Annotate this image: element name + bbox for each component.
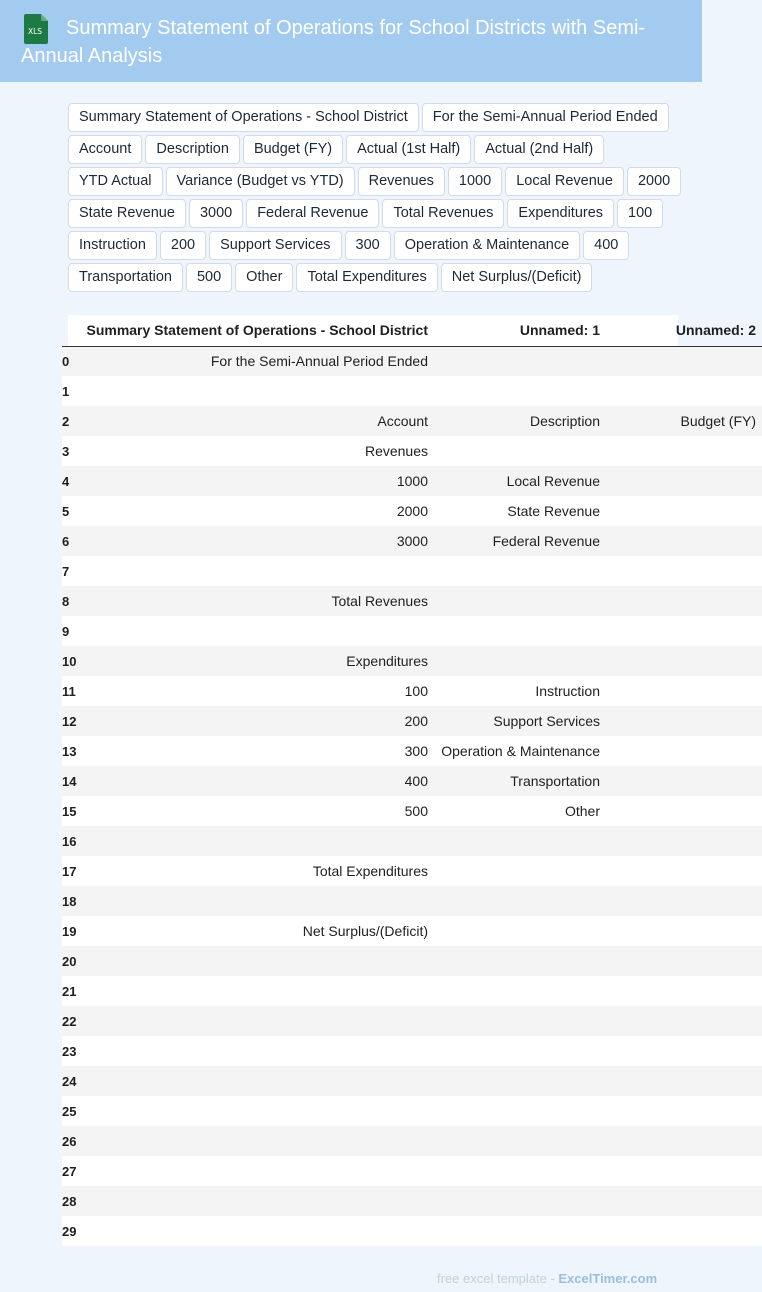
table-cell: Budget (FY) (680, 413, 756, 429)
page-header (0, 0, 702, 82)
keyword-tag[interactable]: Budget (FY) (243, 135, 343, 164)
row-index: 4 (62, 473, 70, 489)
keyword-tag[interactable]: Expenditures (507, 199, 614, 228)
table-cell (434, 1036, 606, 1066)
table-cell (434, 586, 606, 616)
table-header-row (62, 315, 762, 346)
table-cell: Support Services (493, 713, 600, 729)
table-cell (606, 1216, 762, 1246)
row-index: 2 (62, 413, 70, 429)
footer-credit (437, 1271, 657, 1286)
table-cell (434, 1006, 606, 1036)
table-row (62, 766, 762, 796)
table-cell: Account (377, 413, 428, 429)
keyword-tag[interactable]: For the Semi-Annual Period Ended (422, 103, 669, 132)
row-index: 21 (62, 983, 77, 999)
row-index: 15 (62, 803, 77, 819)
keyword-tag[interactable]: 100 (617, 199, 663, 228)
table-row (62, 826, 762, 856)
table-cell (606, 646, 762, 676)
table-row (62, 1066, 762, 1096)
table-cell (434, 616, 606, 646)
table-row (62, 496, 762, 526)
table-cell: 400 (404, 773, 428, 789)
keyword-tag[interactable]: 1000 (448, 167, 502, 196)
table-cell (606, 856, 762, 886)
table-cell (434, 346, 606, 376)
table-cell: Transportation (510, 773, 600, 789)
table-row (62, 1096, 762, 1126)
row-index: 26 (62, 1133, 77, 1149)
table-cell (434, 946, 606, 976)
row-index: 28 (62, 1193, 77, 1209)
table-cell (606, 1186, 762, 1216)
table-row (62, 1156, 762, 1186)
table-row (62, 1216, 762, 1246)
table-cell (434, 886, 606, 916)
row-index: 14 (62, 773, 77, 789)
row-index: 12 (62, 713, 77, 729)
table-cell (434, 1216, 606, 1246)
table-cell (606, 766, 762, 796)
table-cell (606, 1096, 762, 1126)
row-index: 23 (62, 1043, 77, 1059)
row-index: 22 (62, 1013, 77, 1029)
row-index: 17 (62, 863, 77, 879)
table-cell: 300 (404, 743, 428, 759)
table-cell (74, 1156, 434, 1186)
table-cell: 1000 (396, 473, 428, 489)
table-cell (606, 526, 762, 556)
table-row (62, 1006, 762, 1036)
keyword-tags (68, 103, 688, 292)
table-cell (606, 346, 762, 376)
table-row (62, 376, 762, 406)
table-cell: Net Surplus/(Deficit) (302, 923, 428, 939)
table-row (62, 1126, 762, 1156)
row-index: 0 (62, 353, 70, 369)
row-index: 5 (62, 503, 70, 519)
keyword-tag[interactable]: Net Surplus/(Deficit) (441, 263, 593, 292)
keyword-tag[interactable]: Account (68, 135, 142, 164)
row-index: 7 (62, 563, 70, 579)
table-cell (434, 1126, 606, 1156)
table-cell: 2000 (396, 503, 428, 519)
row-index: 1 (62, 383, 70, 399)
table-cell: Instruction (535, 683, 600, 699)
table-cell (606, 436, 762, 466)
table-row (62, 736, 762, 766)
table-cell (434, 856, 606, 886)
table-cell: Operation & Maintenance (441, 743, 600, 759)
table-cell (606, 1036, 762, 1066)
table-cell (74, 946, 434, 976)
keyword-tag[interactable]: 400 (583, 231, 629, 260)
table-cell: For the Semi-Annual Period Ended (210, 353, 428, 370)
row-index: 6 (62, 533, 70, 549)
table-cell (74, 616, 434, 646)
footer-prefix: free excel template - (437, 1271, 559, 1286)
table-row (62, 526, 762, 556)
table-cell (74, 556, 434, 586)
table-cell: Total Expenditures (312, 863, 428, 879)
table-cell: Federal Revenue (492, 533, 600, 549)
keyword-tag[interactable]: Operation & Maintenance (394, 231, 580, 260)
table-cell (434, 1096, 606, 1126)
table-cell (606, 946, 762, 976)
row-index: 16 (62, 833, 77, 849)
table-cell (74, 1036, 434, 1066)
table-cell (606, 1066, 762, 1096)
table-cell (606, 796, 762, 826)
keyword-tag[interactable]: Local Revenue (505, 167, 624, 196)
table-cell (606, 376, 762, 406)
keyword-tag[interactable]: 200 (160, 231, 206, 260)
table-cell (74, 826, 434, 856)
table-row (62, 706, 762, 736)
table-cell (74, 1216, 434, 1246)
keyword-tag[interactable]: State Revenue (68, 199, 186, 228)
table-cell (606, 556, 762, 586)
table-cell: Other (564, 803, 600, 819)
row-index: 11 (62, 683, 76, 699)
keyword-tag[interactable]: Actual (2nd Half) (474, 135, 604, 164)
table-row (62, 346, 762, 376)
table-cell (606, 976, 762, 1006)
page-title: Summary Statement of Operations for School Districts with Semi-Annual Analysis (21, 17, 646, 67)
row-index: 27 (62, 1163, 77, 1179)
table-cell (434, 436, 606, 466)
table-cell (74, 1096, 434, 1126)
table-cell (606, 496, 762, 526)
table-cell (74, 1126, 434, 1156)
table-row (62, 886, 762, 916)
column-header: Unnamed: 1 (434, 315, 606, 346)
column-header: Summary Statement of Operations - School District (74, 315, 434, 346)
table-cell: Description (529, 413, 600, 429)
table-cell (74, 886, 434, 916)
table-cell (606, 1126, 762, 1156)
row-index: 24 (62, 1073, 77, 1089)
sheet-preview-table (62, 315, 756, 1246)
keyword-tag[interactable]: YTD Actual (68, 167, 163, 196)
table-cell: Expenditures (346, 653, 428, 669)
table-cell (434, 1066, 606, 1096)
table-row (62, 556, 762, 586)
keyword-tag[interactable]: Total Revenues (382, 199, 504, 228)
row-index: 29 (62, 1223, 77, 1239)
table-row (62, 646, 762, 676)
table-cell: 100 (404, 683, 428, 699)
table-row (62, 1036, 762, 1066)
table-cell (434, 376, 606, 406)
keyword-tag[interactable]: 500 (186, 263, 232, 292)
table-cell (606, 1156, 762, 1186)
table-cell: Total Revenues (331, 593, 428, 609)
row-index: 3 (62, 443, 70, 459)
table-row (62, 466, 762, 496)
table-cell (606, 706, 762, 736)
xls-icon-label: XLS (27, 27, 43, 36)
table-row (62, 586, 762, 616)
table-cell (606, 826, 762, 856)
row-index: 19 (62, 923, 77, 939)
table-cell (606, 616, 762, 646)
table-body (62, 346, 762, 1246)
table-cell (74, 976, 434, 1006)
row-index: 9 (62, 623, 70, 639)
table-cell (434, 916, 606, 946)
table-cell (74, 1066, 434, 1096)
table-row (62, 796, 762, 826)
table-cell (74, 376, 434, 406)
keyword-tag[interactable]: Other (235, 263, 293, 292)
table-row (62, 1186, 762, 1216)
table-cell: Revenues (364, 443, 428, 459)
row-index: 10 (62, 653, 77, 669)
keyword-tag[interactable]: Summary Statement of Operations - School District (68, 103, 419, 132)
table-row (62, 976, 762, 1006)
keyword-tag[interactable]: Total Expenditures (296, 263, 437, 292)
keyword-tag[interactable]: Revenues (358, 167, 445, 196)
footer-brand-link[interactable]: ExcelTimer.com (558, 1271, 658, 1286)
column-header (62, 315, 74, 346)
table-row (62, 946, 762, 976)
table-cell (606, 466, 762, 496)
table-cell (434, 1156, 606, 1186)
keyword-tag[interactable]: 300 (345, 231, 391, 260)
table-row (62, 616, 762, 646)
table-cell (434, 1186, 606, 1216)
column-header: Unnamed: 2 (606, 315, 762, 346)
keyword-tag[interactable]: Support Services (209, 231, 341, 260)
table-row (62, 856, 762, 886)
row-index: 8 (62, 593, 70, 609)
row-index: 25 (62, 1103, 77, 1119)
table-cell: State Revenue (507, 503, 600, 519)
table-cell (434, 826, 606, 856)
keyword-tag[interactable]: Variance (Budget vs YTD) (166, 167, 355, 196)
table-cell: 3000 (396, 533, 428, 549)
keyword-tag[interactable]: Transportation (68, 263, 183, 292)
table-cell (606, 886, 762, 916)
table-cell: Local Revenue (506, 473, 600, 489)
row-index: 18 (62, 893, 77, 909)
table-cell (606, 916, 762, 946)
keyword-tag[interactable]: Description (145, 135, 240, 164)
table-row (62, 916, 762, 946)
row-index: 20 (62, 953, 77, 969)
table-row (62, 406, 762, 436)
table-cell (606, 1006, 762, 1036)
table-row (62, 676, 762, 706)
table-cell (434, 976, 606, 1006)
table-cell (606, 586, 762, 616)
keyword-tag[interactable]: 3000 (189, 199, 243, 228)
keyword-tag[interactable]: Federal Revenue (246, 199, 379, 228)
table-cell (606, 736, 762, 766)
table-cell: 200 (404, 713, 428, 729)
table-cell (434, 556, 606, 586)
table-row (62, 436, 762, 466)
keyword-tag[interactable]: Actual (1st Half) (346, 135, 471, 164)
table-cell (74, 1186, 434, 1216)
table-cell (74, 1006, 434, 1036)
table-cell (434, 646, 606, 676)
table-cell: 500 (404, 803, 428, 819)
keyword-tag[interactable]: Instruction (68, 231, 157, 260)
table-cell (606, 676, 762, 706)
keyword-tag[interactable]: 2000 (627, 167, 681, 196)
row-index: 13 (62, 743, 77, 759)
